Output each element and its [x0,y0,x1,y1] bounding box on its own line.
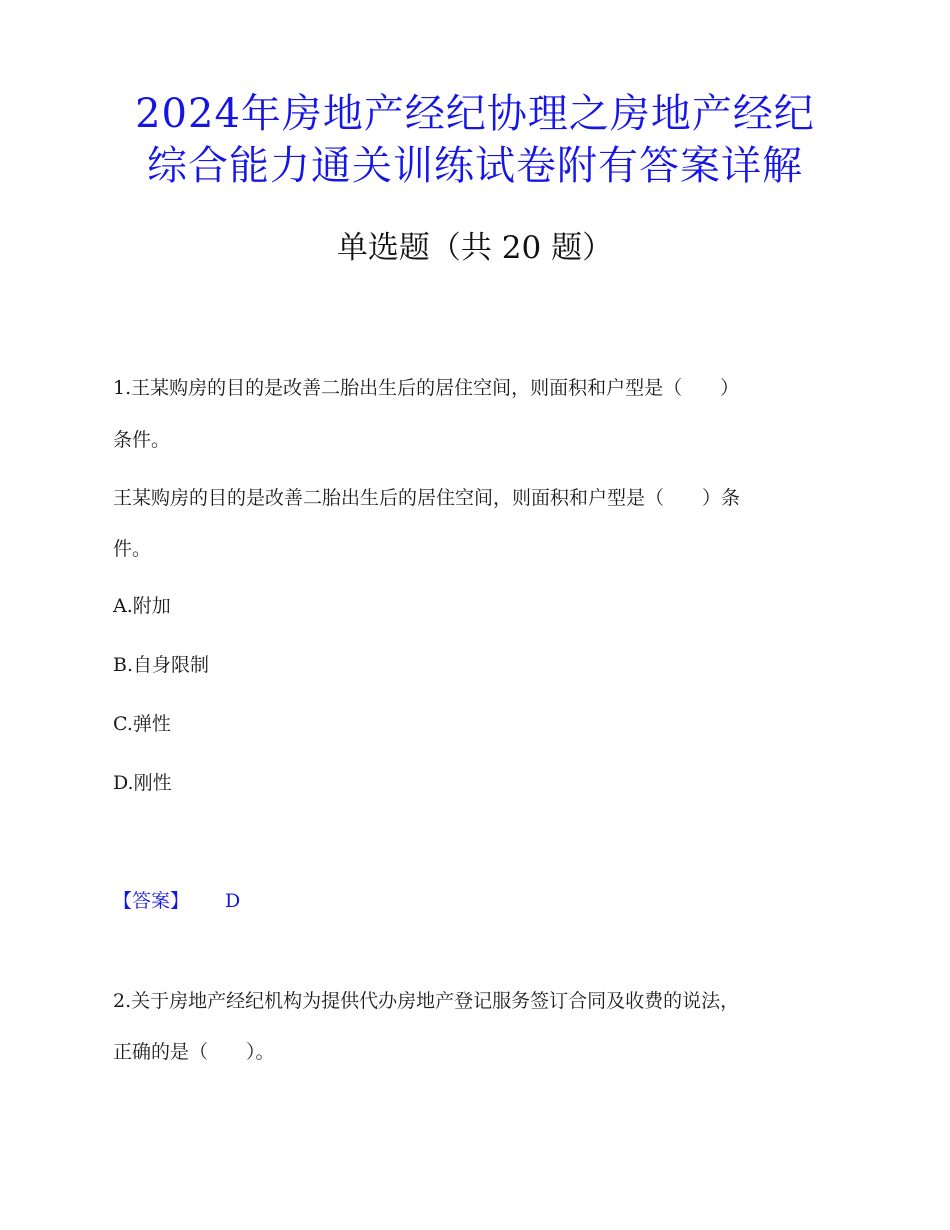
question-2-stem-line-1: 2.关于房地产经纪机构为提供代办房地产登记服务签订合同及收费的说法， [113,990,740,1012]
question-1-answer [113,887,833,915]
document-title-line-2: 综合能力通关训练试卷附有答案详解 [147,143,803,189]
question-2-stem-line-2: 正确的是（ ）。 [113,1041,275,1063]
question-1-option-d: D.刚性 [113,772,172,794]
question-1-option-c: C.弹性 [113,713,171,735]
document-title-line-1: 2024年房地产经纪协理之房地产经纪 [135,91,815,137]
answer-value: D [225,890,241,912]
question-1-stem-line-2: 条件。 [113,429,171,451]
answer-label: 【答案】 [113,890,190,912]
question-1-stem-line-1: 1.王某购房的目的是改善二胎出生后的居住空间，则面积和户型是（ ） [113,377,740,399]
question-1-restated-line-2: 件。 [113,538,152,560]
question-1-option-a: A.附加 [113,595,171,617]
section-title: 单选题（共 20 题） [336,230,614,266]
question-1-restated-line-1: 王某购房的目的是改善二胎出生后的居住空间，则面积和户型是（ ）条 [113,487,741,509]
document-title [60,88,890,192]
question-1-option-b: B.自身限制 [113,654,210,676]
